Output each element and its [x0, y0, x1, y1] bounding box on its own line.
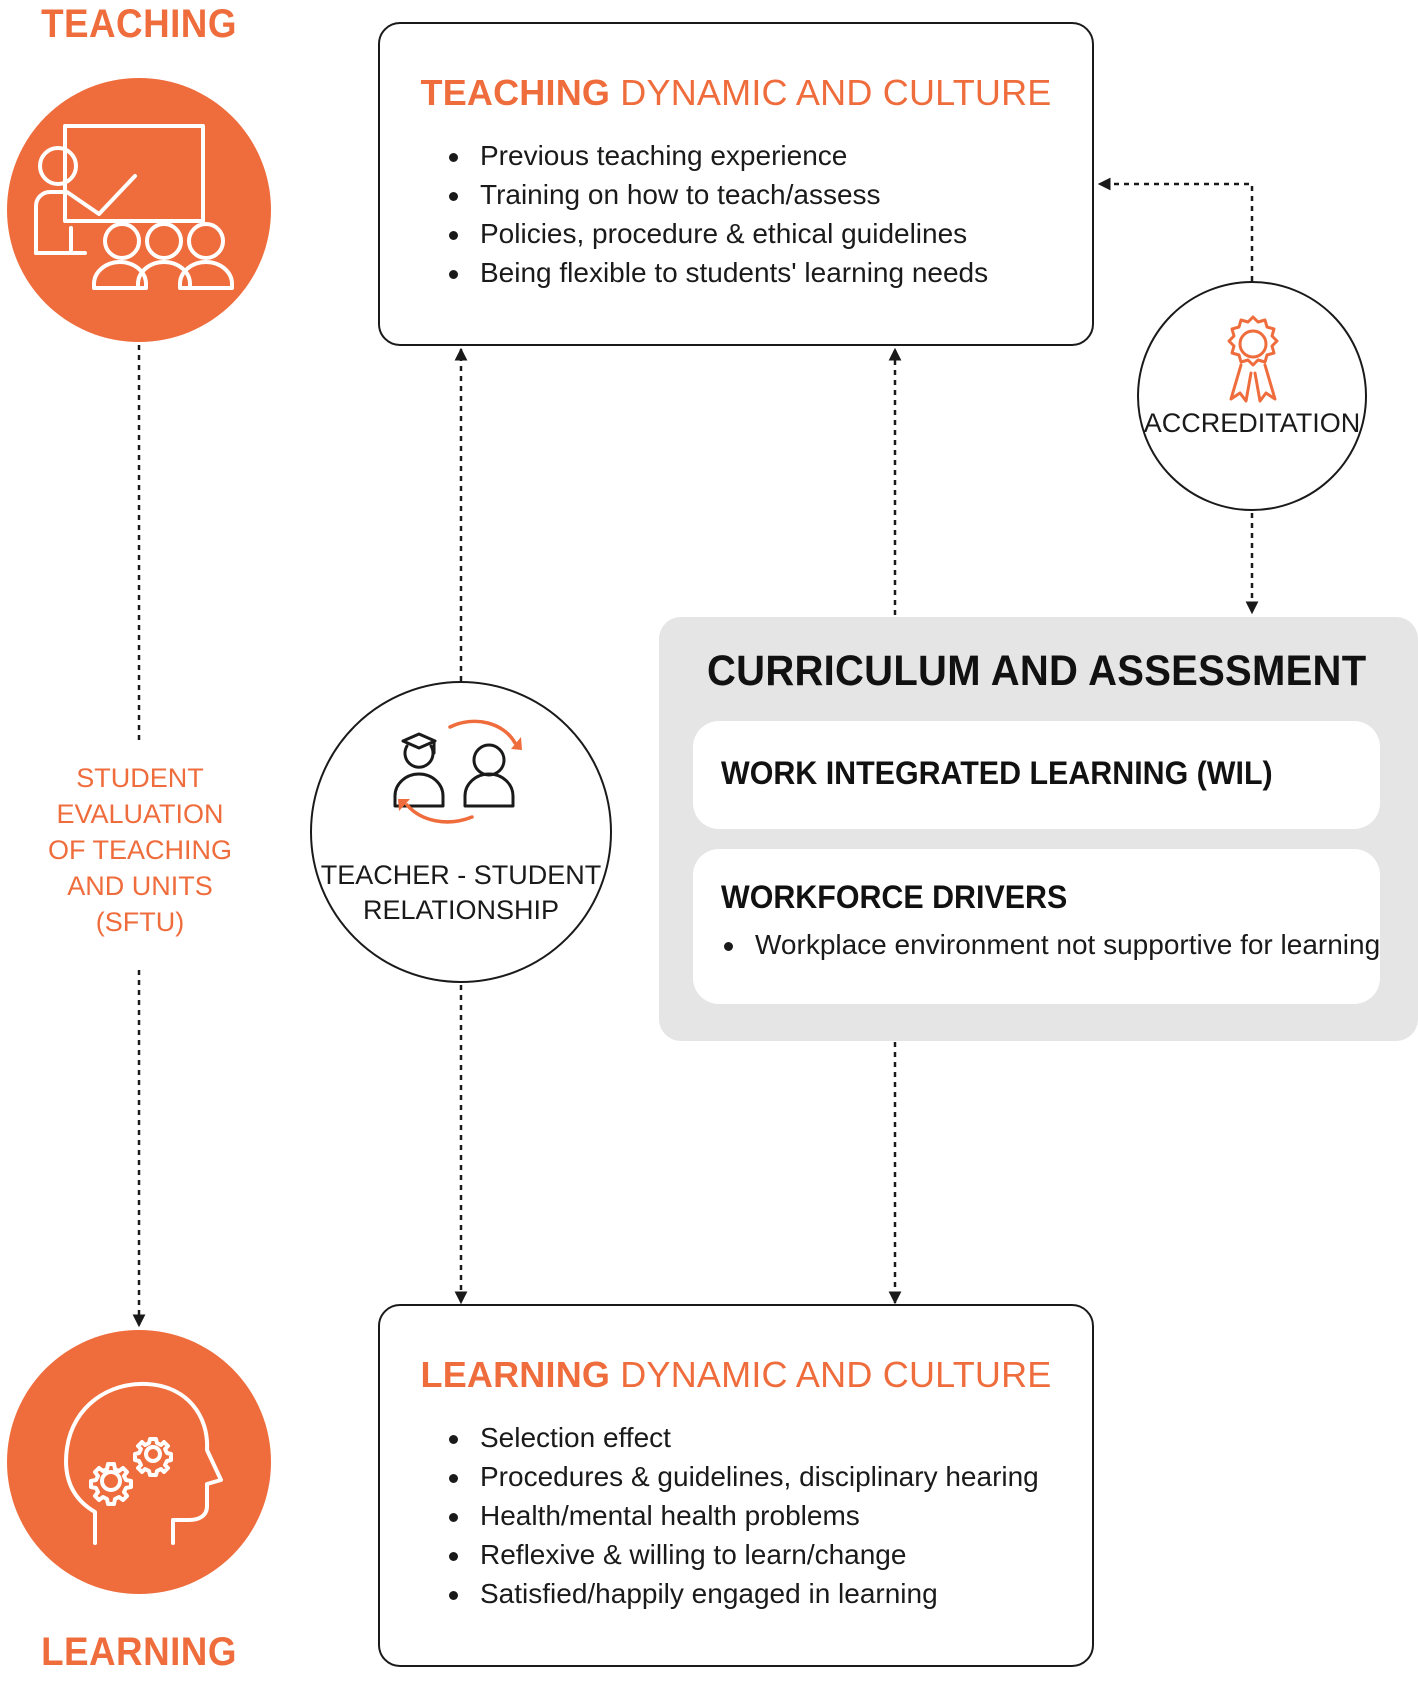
list-item: Being flexible to students' learning needs [446, 253, 988, 292]
wil-title: WORK INTEGRATED LEARNING (WIL) [721, 755, 1273, 791]
teacher-student-exchange-icon [377, 713, 547, 833]
accreditation-label: ACCREDITATION [1143, 408, 1361, 438]
sftu-line: AND UNITS [67, 871, 213, 901]
sftu-line: EVALUATION [56, 799, 224, 829]
learning-box-title [380, 1354, 1092, 1396]
list-item: Training on how to teach/assess [446, 175, 988, 214]
workforce-list [721, 925, 1380, 964]
curriculum-title: CURRICULUM AND ASSESSMENT [707, 647, 1367, 695]
teacher-classroom-icon [7, 78, 271, 342]
teaching-label: TEACHING [41, 2, 237, 46]
list-item: Satisfied/happily engaged in learning [446, 1574, 1039, 1613]
list-item: Workplace environment not supportive for learning [721, 925, 1380, 964]
teaching-box-title [380, 72, 1092, 114]
award-ribbon-icon [1218, 313, 1288, 405]
accreditation-circle [1137, 281, 1367, 511]
learning-label: LEARNING [41, 1630, 237, 1674]
learning-factors-list [446, 1418, 1039, 1613]
title-bold: LEARNING [420, 1354, 611, 1395]
relationship-line: TEACHER - STUDENT [320, 860, 602, 890]
list-item: Previous teaching experience [446, 136, 988, 175]
title-rest: DYNAMIC AND CULTURE [610, 1354, 1052, 1395]
title-rest: DYNAMIC AND CULTURE [610, 72, 1052, 113]
learning-circle [7, 1330, 271, 1594]
relationship-line: RELATIONSHIP [362, 895, 560, 925]
workforce-title: WORKFORCE DRIVERS [721, 879, 1068, 915]
list-item: Health/mental health problems [446, 1496, 1039, 1535]
teaching-dynamic-box [378, 22, 1094, 346]
relationship-label [312, 858, 610, 928]
sftu-line: OF TEACHING [47, 835, 233, 865]
list-item: Procedures & guidelines, disciplinary hearing [446, 1457, 1039, 1496]
workforce-card [693, 849, 1380, 1004]
learning-dynamic-box [378, 1304, 1094, 1667]
sftu-line: (SFTU) [95, 907, 185, 937]
curriculum-panel [659, 617, 1418, 1041]
teaching-circle [7, 78, 271, 342]
list-item: Policies, procedure & ethical guidelines [446, 214, 988, 253]
head-gears-icon [7, 1330, 271, 1594]
accreditation-to-teaching-arrow [1099, 184, 1252, 281]
list-item: Reflexive & willing to learn/change [446, 1535, 1039, 1574]
teaching-factors-list [446, 136, 988, 292]
relationship-circle [310, 681, 612, 983]
title-bold: TEACHING [420, 72, 611, 113]
list-item: Selection effect [446, 1418, 1039, 1457]
wil-card [693, 721, 1380, 829]
sftu-label [40, 760, 240, 940]
sftu-line: STUDENT [76, 763, 204, 793]
